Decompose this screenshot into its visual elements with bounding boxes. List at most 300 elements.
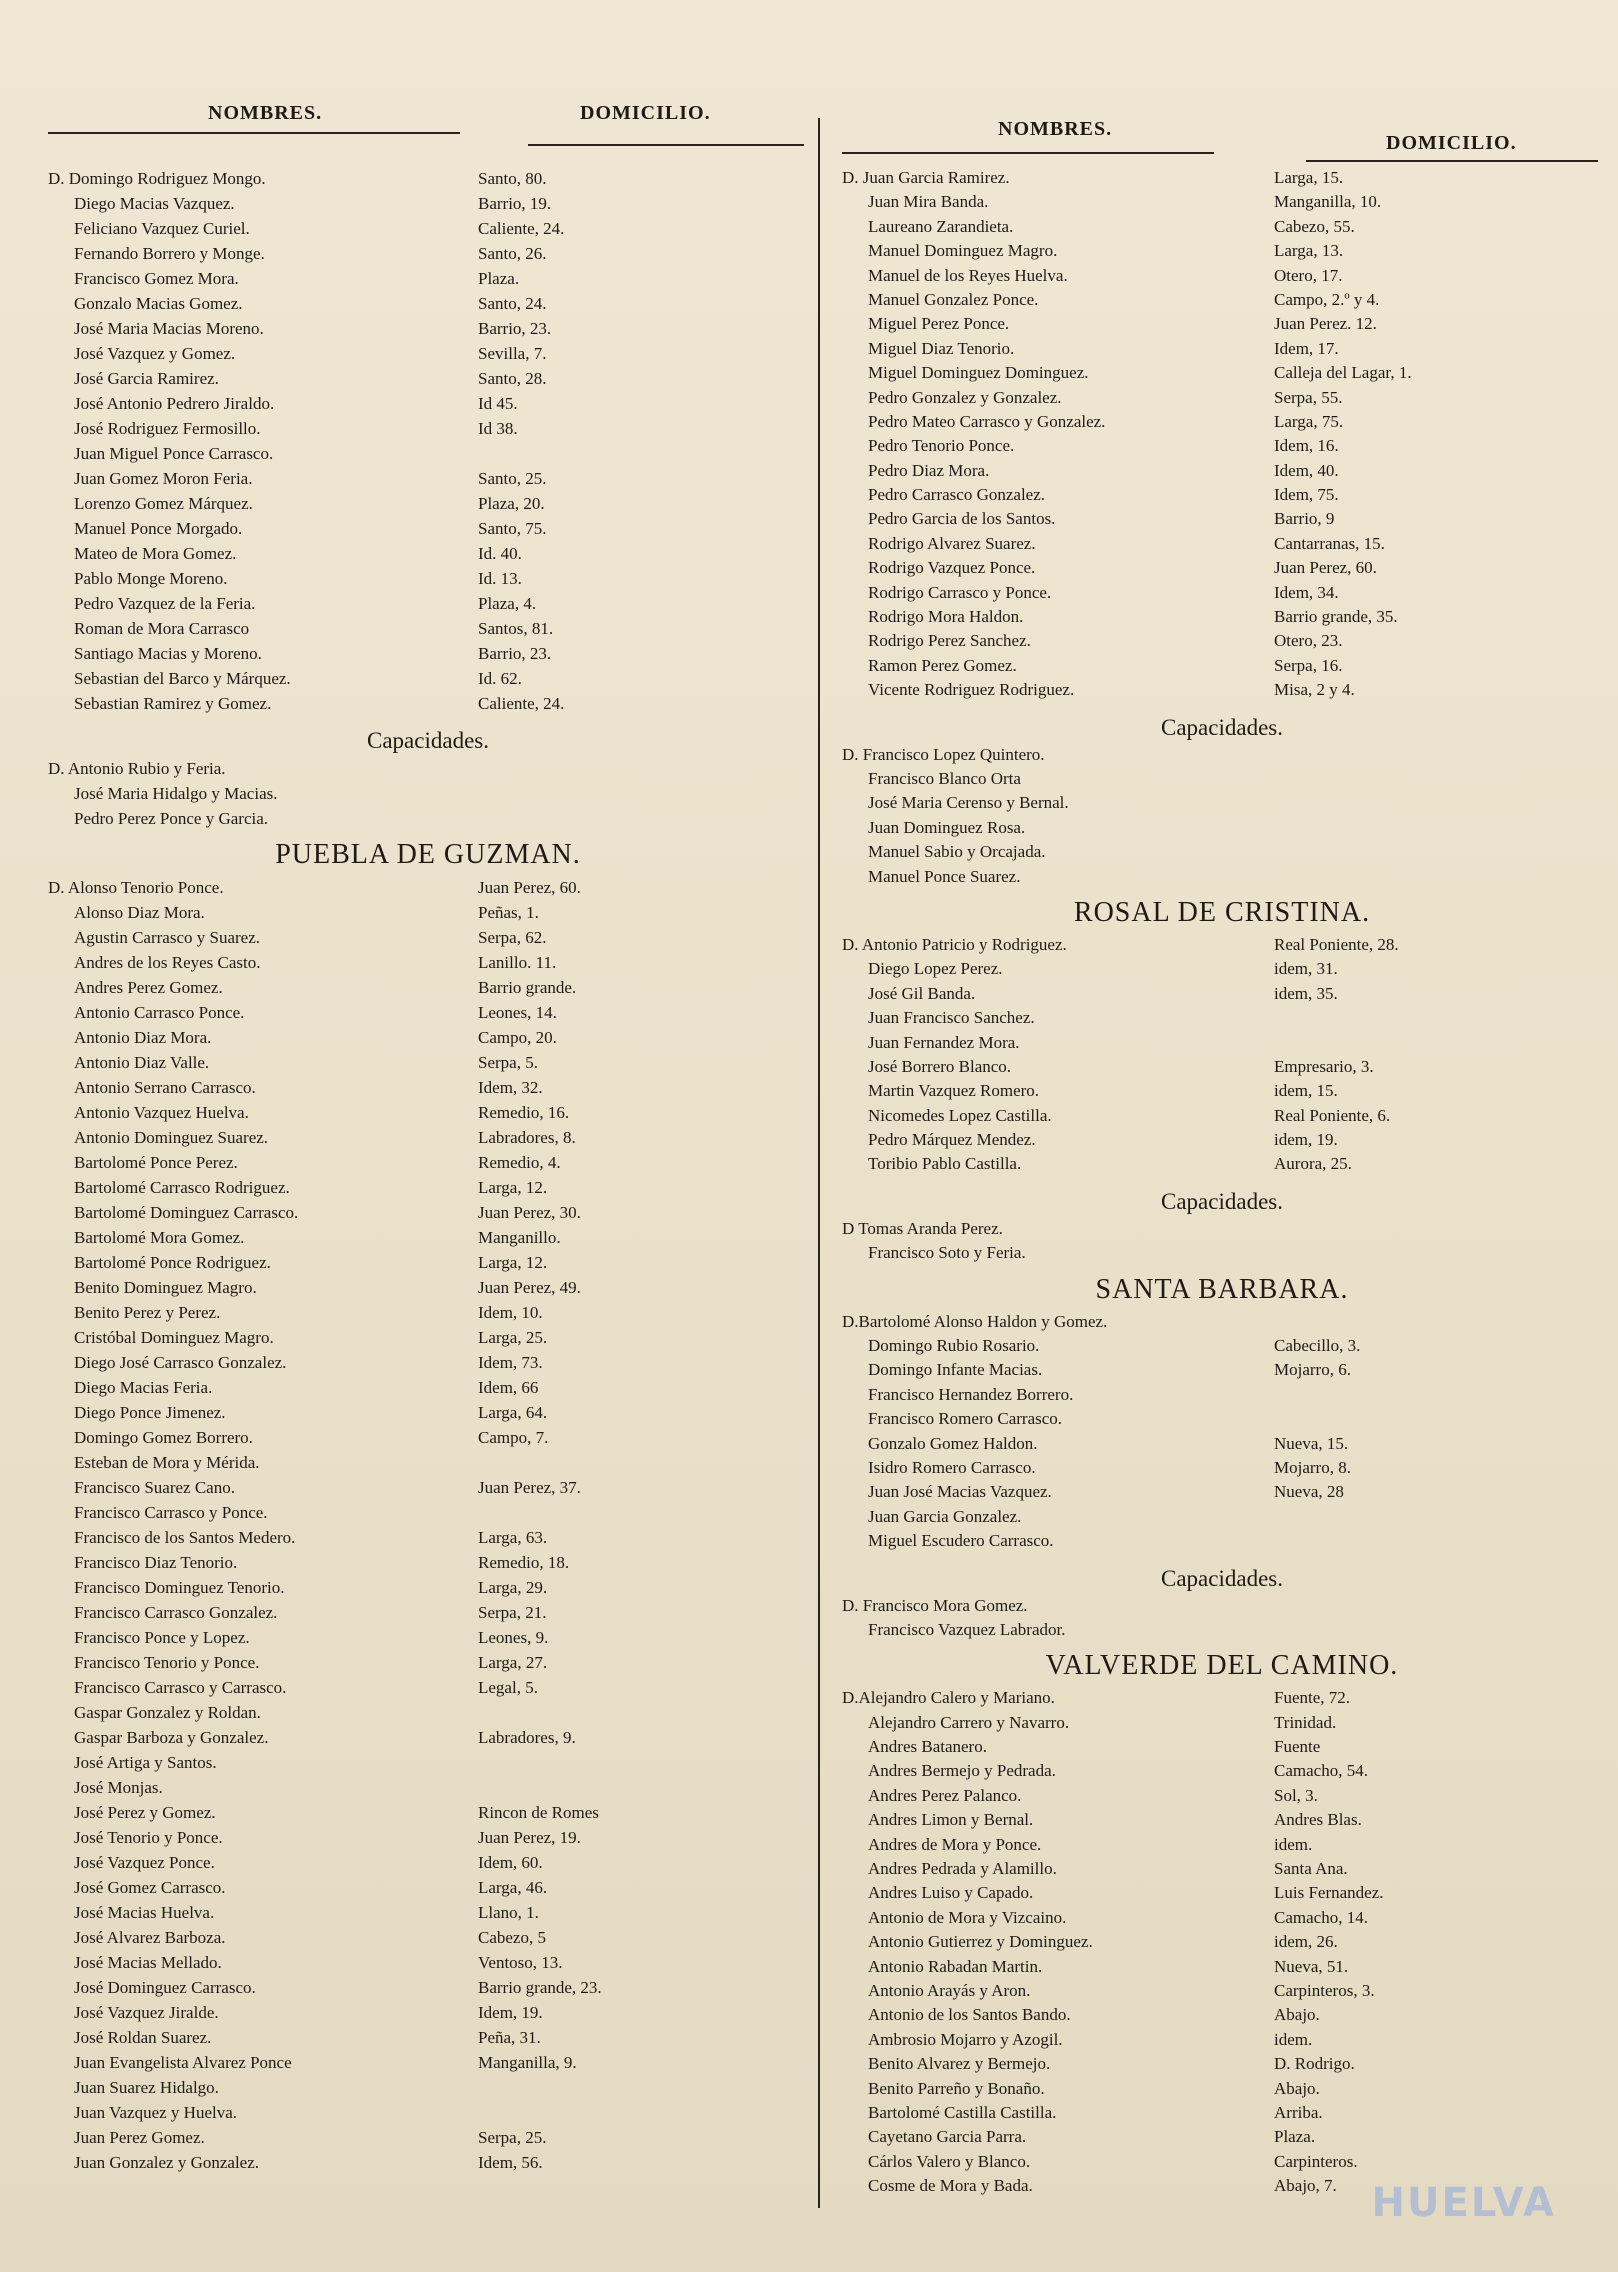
- archive-stamp: HUELVA: [1371, 2180, 1556, 2226]
- register-entry: [48, 1950, 808, 1975]
- entry-name: Manuel de los Reyes Huelva.: [868, 265, 1068, 285]
- entry-domicilio: Mojarro, 8.: [1274, 1457, 1351, 1477]
- entry-name: D.Bartolomé Alonso Haldon y Gomez.: [842, 1311, 1108, 1331]
- entry-name: Juan José Macias Vazquez.: [868, 1482, 1052, 1502]
- entry-domicilio: Barrio grande, 35.: [1274, 607, 1398, 627]
- entry-domicilio: Real Poniente, 6.: [1274, 1105, 1391, 1125]
- register-entry: [48, 1900, 808, 1925]
- entry-domicilio: Juan Perez, 60.: [478, 878, 581, 897]
- entry-name: Bartolomé Castilla Castilla.: [868, 2102, 1057, 2122]
- entry-domicilio: Plaza, 4.: [478, 594, 537, 613]
- entry-name: Francisco de los Santos Medero.: [74, 1528, 296, 1547]
- entry-name: Juan Perez Gomez.: [74, 2128, 205, 2147]
- entry-name: Domingo Rubio Rosario.: [868, 1336, 1040, 1356]
- entry-name: José Borrero Blanco.: [868, 1056, 1012, 1076]
- entry-domicilio: Larga, 13.: [1274, 241, 1344, 261]
- entry-name: Benito Dominguez Magro.: [74, 1278, 257, 1297]
- entry-domicilio: Serpa, 25.: [478, 2128, 547, 2147]
- entry-name: Diego José Carrasco Gonzalez.: [74, 1353, 287, 1372]
- entry-domicilio: Idem, 56.: [478, 2153, 543, 2172]
- register-entry: [842, 1618, 1602, 1642]
- register-entry: [48, 1925, 808, 1950]
- entry-name: Andres Perez Palanco.: [868, 1785, 1022, 1805]
- register-entry: [842, 264, 1602, 288]
- entry-name: José Monjas.: [74, 1778, 163, 1797]
- entry-domicilio: Santo, 75.: [478, 519, 547, 538]
- register-entry: [48, 691, 808, 716]
- register-entry: [842, 1784, 1602, 1808]
- entry-domicilio: Labradores, 9.: [478, 1728, 576, 1747]
- entry-domicilio: Arriba.: [1274, 2102, 1323, 2122]
- register-entry: [48, 2050, 808, 2075]
- register-entry: [48, 1450, 808, 1475]
- entry-name: Antonio Diaz Valle.: [74, 1053, 210, 1072]
- entry-name: Benito Perez y Perez.: [74, 1303, 221, 1322]
- register-entry: [48, 1300, 808, 1325]
- register-entry: [842, 483, 1602, 507]
- entry-name: Francisco Vazquez Labrador.: [868, 1619, 1066, 1639]
- entry-domicilio: Manganilla, 10.: [1274, 192, 1382, 212]
- entry-domicilio: Larga, 29.: [478, 1578, 548, 1597]
- entry-name: Andres Bermejo y Pedrada.: [868, 1761, 1056, 1781]
- register-entry: [48, 900, 808, 925]
- entry-name: José Macias Mellado.: [74, 1953, 222, 1972]
- register-entry: [842, 654, 1602, 678]
- entry-domicilio: idem, 15.: [1274, 1081, 1338, 1101]
- register-entry: [842, 791, 1602, 815]
- names-header: NOMBRES.: [208, 102, 323, 124]
- register-entry: [842, 1759, 1602, 1783]
- entry-name: Alonso Diaz Mora.: [74, 903, 205, 922]
- entry-domicilio: Carpinteros.: [1274, 2151, 1358, 2171]
- entry-domicilio: Misa, 2 y 4.: [1274, 680, 1355, 700]
- entry-domicilio: Idem, 60.: [478, 1853, 543, 1872]
- entry-domicilio: Carpinteros, 3.: [1274, 1981, 1375, 2000]
- entry-name: Nicomedes Lopez Castilla.: [868, 1105, 1052, 1125]
- register-entry: [48, 1850, 808, 1875]
- entry-domicilio: Leones, 9.: [478, 1628, 549, 1647]
- register-entry: [48, 1275, 808, 1300]
- entry-name: José Maria Macias Moreno.: [74, 319, 264, 338]
- entry-domicilio: Barrio, 23.: [478, 644, 552, 663]
- entry-name: Benito Parreño y Bonaño.: [868, 2078, 1045, 2098]
- register-entry: [48, 1150, 808, 1175]
- entry-domicilio: Peñas, 1.: [478, 903, 539, 922]
- entry-name: Vicente Rodriguez Rodriguez.: [868, 680, 1075, 700]
- register-entry: [842, 2077, 1602, 2101]
- register-entry: [842, 361, 1602, 385]
- register-entry: [48, 1675, 808, 1700]
- register-entry: [48, 1650, 808, 1675]
- register-entry: [842, 1833, 1602, 1857]
- entry-name: Juan Dominguez Rosa.: [868, 817, 1026, 837]
- entry-domicilio: Barrio, 9: [1274, 509, 1335, 529]
- register-entry: [842, 1480, 1602, 1504]
- entry-domicilio: Id 45.: [478, 394, 518, 413]
- entry-domicilio: Juan Perez, 19.: [478, 1828, 581, 1847]
- entry-domicilio: Rincon de Romes: [478, 1803, 599, 1822]
- entry-name: Pablo Monge Moreno.: [74, 569, 228, 588]
- entry-domicilio: Manganillo.: [478, 1228, 561, 1247]
- entry-name: D. Alonso Tenorio Ponce.: [48, 878, 224, 897]
- entry-name: Cárlos Valero y Blanco.: [868, 2151, 1031, 2171]
- entry-domicilio: Santo, 28.: [478, 369, 547, 388]
- entry-name: Miguel Escudero Carrasco.: [868, 1531, 1054, 1551]
- domicilio-header: DOMICILIO.: [580, 102, 711, 124]
- entry-name: Francisco Diaz Tenorio.: [74, 1553, 238, 1572]
- entry-name: Francisco Hernandez Borrero.: [868, 1384, 1074, 1404]
- register-entry: [842, 1930, 1602, 1954]
- register-entry: [48, 1975, 808, 2000]
- register-entry: [842, 410, 1602, 434]
- entry-name: Antonio Carrasco Ponce.: [74, 1003, 245, 1022]
- register-entry: [842, 2052, 1602, 2076]
- entry-domicilio: Serpa, 62.: [478, 928, 547, 947]
- entry-domicilio: Otero, 23.: [1274, 631, 1343, 651]
- entry-name: Roman de Mora Carrasco: [74, 619, 250, 638]
- capacidades-heading: Capacidades.: [1161, 714, 1283, 740]
- register-entry: [48, 2125, 808, 2150]
- entry-name: Santiago Macias y Moreno.: [74, 644, 262, 663]
- register-entry: [842, 215, 1602, 239]
- entry-name: Antonio Serrano Carrasco.: [74, 1078, 256, 1097]
- entry-domicilio: Caliente, 24.: [478, 694, 565, 713]
- register-entry: [48, 975, 808, 1000]
- entry-domicilio: Aurora, 25.: [1274, 1154, 1352, 1174]
- entry-domicilio: idem, 19.: [1274, 1130, 1338, 1150]
- entry-name: Gonzalo Gomez Haldon.: [868, 1433, 1038, 1453]
- register-entry: [842, 190, 1602, 214]
- entry-domicilio: Idem, 66: [478, 1378, 539, 1397]
- entry-name: José Vazquez Jiralde.: [74, 2003, 219, 2022]
- entry-domicilio: Idem, 75.: [1274, 485, 1339, 505]
- register-entry: [48, 756, 808, 781]
- register-entry: [48, 1400, 808, 1425]
- entry-name: Domingo Infante Macias.: [868, 1360, 1043, 1380]
- register-entry: [48, 1100, 808, 1125]
- entry-name: Antonio de los Santos Bando.: [868, 2005, 1071, 2025]
- entry-domicilio: idem, 26.: [1274, 1932, 1338, 1952]
- entry-domicilio: Juan Perez, 49.: [478, 1278, 581, 1297]
- capacidades-heading: Capacidades.: [1161, 1188, 1283, 1214]
- entry-name: Pedro Márquez Mendez.: [868, 1130, 1036, 1150]
- entry-name: Antonio Vazquez Huelva.: [74, 1103, 249, 1122]
- register-entry: [842, 2101, 1602, 2125]
- register-entry: [48, 1025, 808, 1050]
- section-title: VALVERDE DEL CAMINO.: [1045, 1650, 1399, 1682]
- entry-name: Rodrigo Carrasco y Ponce.: [868, 582, 1052, 602]
- entry-domicilio: Idem, 19.: [478, 2003, 543, 2022]
- register-entry: [842, 957, 1602, 981]
- register-entry: [48, 591, 808, 616]
- entry-name: Feliciano Vazquez Curiel.: [74, 219, 250, 238]
- register-entry: [48, 1375, 808, 1400]
- entry-name: Bartolomé Ponce Rodriguez.: [74, 1253, 271, 1272]
- register-entry: [48, 441, 808, 466]
- entry-domicilio: Mojarro, 6.: [1274, 1360, 1351, 1380]
- entry-domicilio: Cabezo, 5: [478, 1928, 546, 1947]
- entry-name: Fernando Borrero y Monge.: [74, 244, 265, 263]
- entry-name: Diego Macias Vazquez.: [74, 194, 235, 213]
- entry-name: Benito Alvarez y Bermejo.: [868, 2054, 1051, 2074]
- entry-name: Rodrigo Alvarez Suarez.: [868, 533, 1036, 553]
- register-entry: [842, 1055, 1602, 1079]
- entry-domicilio: Santo, 80.: [478, 169, 547, 188]
- register-entry: [842, 288, 1602, 312]
- register-entry: [48, 2150, 808, 2175]
- register-entry: [842, 166, 1602, 190]
- entry-domicilio: Juan Perez, 60.: [1274, 558, 1377, 578]
- entry-name: Antonio Gutierrez y Dominguez.: [868, 1932, 1093, 1952]
- entry-name: D. Antonio Patricio y Rodriguez.: [842, 934, 1067, 954]
- entry-domicilio: Larga, 63.: [478, 1528, 548, 1547]
- entry-name: Rodrigo Perez Sanchez.: [868, 631, 1031, 651]
- domicilio-header-rule: [528, 144, 804, 146]
- entry-domicilio: Peña, 31.: [478, 2028, 541, 2047]
- register-entry: [842, 1407, 1602, 1431]
- entry-domicilio: Cabecillo, 3.: [1274, 1336, 1361, 1356]
- register-entry: [842, 865, 1602, 889]
- entry-domicilio: Juan Perez. 12.: [1274, 314, 1377, 334]
- entry-domicilio: Larga, 75.: [1274, 411, 1344, 431]
- entry-domicilio: Nueva, 51.: [1274, 1956, 1349, 1976]
- register-entry: [48, 341, 808, 366]
- entry-domicilio: Serpa, 16.: [1274, 655, 1343, 675]
- entry-domicilio: Abajo.: [1274, 2078, 1320, 2098]
- register-entry: [842, 1808, 1602, 1832]
- entry-domicilio: Serpa, 21.: [478, 1603, 547, 1622]
- names-header: NOMBRES.: [998, 118, 1113, 140]
- register-entry: [842, 1334, 1602, 1358]
- register-entry: [48, 1600, 808, 1625]
- register-entry: [48, 291, 808, 316]
- register-entry: [48, 1225, 808, 1250]
- register-entry: [842, 1104, 1602, 1128]
- entry-domicilio: Idem, 10.: [478, 1303, 543, 1322]
- entry-name: José Maria Hidalgo y Macias.: [74, 784, 278, 803]
- register-entry: [48, 1125, 808, 1150]
- register-entry: [842, 1529, 1602, 1553]
- register-entry: [842, 1881, 1602, 1905]
- register-entry: [842, 1152, 1602, 1176]
- register-entry: [842, 2125, 1602, 2149]
- entry-domicilio: Id. 40.: [478, 544, 522, 563]
- register-entry: [48, 491, 808, 516]
- entry-name: Francisco Tenorio y Ponce.: [74, 1653, 260, 1672]
- entry-name: Andres Limon y Bernal.: [868, 1810, 1034, 1830]
- entry-name: Alejandro Carrero y Navarro.: [868, 1712, 1070, 1732]
- entry-name: José Artiga y Santos.: [74, 1753, 217, 1772]
- entry-domicilio: Larga, 46.: [478, 1878, 548, 1897]
- entry-name: Toribio Pablo Castilla.: [868, 1154, 1022, 1174]
- entry-domicilio: Plaza.: [478, 269, 520, 288]
- entry-domicilio: Santos, 81.: [478, 619, 554, 638]
- entry-name: Juan Evangelista Alvarez Ponce: [74, 2053, 292, 2072]
- entry-name: Andres Perez Gomez.: [74, 978, 223, 997]
- entry-name: Gaspar Barboza y Gonzalez.: [74, 1728, 269, 1747]
- register-entry: [842, 982, 1602, 1006]
- domicilio-header: DOMICILIO.: [1386, 132, 1517, 154]
- entry-domicilio: Idem, 73.: [478, 1353, 543, 1372]
- entry-domicilio: Otero, 17.: [1274, 265, 1343, 285]
- column-divider: [818, 118, 820, 2208]
- entry-name: Miguel Perez Ponce.: [868, 314, 1010, 334]
- register-entry: [48, 416, 808, 441]
- entry-domicilio: Llano, 1.: [478, 1903, 539, 1922]
- entry-name: Antonio Rabadan Martin.: [868, 1956, 1043, 1976]
- register-entry: [842, 743, 1602, 767]
- entry-name: Esteban de Mora y Mérida.: [74, 1453, 260, 1472]
- entry-domicilio: Sevilla, 7.: [478, 344, 547, 363]
- entry-domicilio: Barrio grande.: [478, 978, 577, 997]
- register-entry: [48, 216, 808, 241]
- entry-name: Laureano Zarandieta.: [868, 216, 1014, 236]
- entry-domicilio: Id. 13.: [478, 569, 522, 588]
- entry-name: D. Francisco Mora Gomez.: [842, 1595, 1028, 1615]
- entry-name: Miguel Diaz Tenorio.: [868, 338, 1015, 358]
- entry-domicilio: Plaza, 20.: [478, 494, 545, 513]
- entry-domicilio: Larga, 12.: [478, 1178, 548, 1197]
- capacidades-heading: Capacidades.: [1161, 1565, 1283, 1591]
- register-entry: [48, 2025, 808, 2050]
- entry-name: D. Domingo Rodriguez Mongo.: [48, 169, 266, 188]
- entry-domicilio: Sol, 3.: [1274, 1785, 1318, 1805]
- register-entry: [48, 1625, 808, 1650]
- entry-name: Bartolomé Carrasco Rodriguez.: [74, 1178, 290, 1197]
- entry-name: Juan Vazquez y Huelva.: [74, 2103, 238, 2122]
- entry-domicilio: Empresario, 3.: [1274, 1056, 1374, 1076]
- entry-domicilio: Cabezo, 55.: [1274, 216, 1355, 236]
- entry-name: José Macias Huelva.: [74, 1903, 215, 1922]
- entry-domicilio: Ventoso, 13.: [478, 1953, 563, 1972]
- register-entry: [842, 1079, 1602, 1103]
- entry-domicilio: Barrio grande, 23.: [478, 1978, 602, 1997]
- entry-name: Pedro Gonzalez y Gonzalez.: [868, 387, 1062, 407]
- register-entry: [48, 1800, 808, 1825]
- register-entry: [48, 316, 808, 341]
- entry-domicilio: Camacho, 14.: [1274, 1907, 1368, 1927]
- entry-name: Sebastian del Barco y Márquez.: [74, 669, 291, 688]
- entry-name: Sebastian Ramirez y Gomez.: [74, 694, 272, 713]
- entry-name: Francisco Blanco Orta: [868, 768, 1021, 788]
- entry-domicilio: Nueva, 15.: [1274, 1433, 1349, 1453]
- entry-domicilio: Santo, 25.: [478, 469, 547, 488]
- entry-name: Rodrigo Vazquez Ponce.: [868, 558, 1036, 578]
- entry-name: Francisco Romero Carrasco.: [868, 1409, 1063, 1429]
- entry-domicilio: Remedio, 16.: [478, 1103, 570, 1122]
- entry-name: Juan Gomez Moron Feria.: [74, 469, 253, 488]
- entry-name: José Alvarez Barboza.: [74, 1928, 226, 1947]
- entry-name: José Garcia Ramirez.: [74, 369, 219, 388]
- entry-name: D Tomas Aranda Perez.: [842, 1218, 1003, 1238]
- entry-name: Andres Luiso y Capado.: [868, 1883, 1034, 1903]
- entry-name: Andres de los Reyes Casto.: [74, 953, 261, 972]
- entry-name: Pedro Perez Ponce y Garcia.: [74, 809, 269, 828]
- entry-name: José Perez y Gomez.: [74, 1803, 216, 1822]
- register-entry: [48, 1325, 808, 1350]
- entry-domicilio: Manganilla, 9.: [478, 2053, 577, 2072]
- register-entry: [842, 1217, 1602, 1241]
- register-entry: [48, 1525, 808, 1550]
- register-entry: [842, 532, 1602, 556]
- register-entry: [842, 434, 1602, 458]
- entry-domicilio: idem.: [1274, 2029, 1313, 2049]
- register-entry: [48, 806, 808, 831]
- entry-name: José Tenorio y Ponce.: [74, 1828, 223, 1847]
- register-entry: [842, 605, 1602, 629]
- entry-name: Pedro Tenorio Ponce.: [868, 436, 1015, 456]
- entry-domicilio: Santo, 24.: [478, 294, 547, 313]
- register-entry: [842, 581, 1602, 605]
- section-title: ROSAL DE CRISTINA.: [1073, 896, 1371, 928]
- entry-name: Pedro Mateo Carrasco y Gonzalez.: [868, 411, 1106, 431]
- register-entry: [48, 1200, 808, 1225]
- entry-name: Andres Pedrada y Alamillo.: [868, 1859, 1057, 1879]
- entry-name: Francisco Gomez Mora.: [74, 269, 239, 288]
- entry-name: Antonio Arayás y Aron.: [868, 1981, 1031, 2000]
- register-entry: [48, 241, 808, 266]
- entry-domicilio: Remedio, 18.: [478, 1553, 570, 1572]
- register-entry: [48, 191, 808, 216]
- register-entry: [842, 1735, 1602, 1759]
- register-entry: [48, 466, 808, 491]
- entry-name: D. Francisco Lopez Quintero.: [842, 744, 1045, 764]
- register-entry: [842, 1358, 1602, 1382]
- entry-name: Manuel Sabio y Orcajada.: [868, 842, 1046, 862]
- register-entry: [842, 1594, 1602, 1618]
- left-column-body: [48, 166, 808, 2175]
- entry-name: José Dominguez Carrasco.: [74, 1978, 256, 1997]
- entry-name: Juan Miguel Ponce Carrasco.: [74, 444, 274, 463]
- entry-domicilio: Real Poniente, 28.: [1274, 934, 1399, 954]
- entry-name: D. Antonio Rubio y Feria.: [48, 759, 226, 778]
- register-entry: [48, 2075, 808, 2100]
- entry-name: Juan Garcia Gonzalez.: [868, 1506, 1022, 1526]
- register-entry: [48, 1250, 808, 1275]
- entry-domicilio: Larga, 12.: [478, 1253, 548, 1272]
- register-entry: [48, 641, 808, 666]
- register-entry: [842, 1711, 1602, 1735]
- section-title: SANTA BARBARA.: [1095, 1273, 1349, 1305]
- entry-name: Francisco Carrasco y Ponce.: [74, 1503, 268, 1522]
- names-header-rule: [48, 132, 460, 134]
- entry-name: Cristóbal Dominguez Magro.: [74, 1328, 274, 1347]
- entry-domicilio: Juan Perez, 37.: [478, 1478, 581, 1497]
- entry-name: Ramon Perez Gomez.: [868, 655, 1017, 675]
- entry-name: Manuel Gonzalez Ponce.: [868, 289, 1039, 309]
- entry-name: Francisco Ponce y Lopez.: [74, 1628, 250, 1647]
- register-entry: [48, 541, 808, 566]
- entry-name: D. Juan Garcia Ramirez.: [842, 168, 1010, 187]
- entry-domicilio: idem.: [1274, 1834, 1313, 1854]
- register-entry: [842, 507, 1602, 531]
- register-entry: [48, 781, 808, 806]
- entry-name: Domingo Gomez Borrero.: [74, 1428, 253, 1447]
- register-entry: [48, 391, 808, 416]
- entry-name: Diego Ponce Jimenez.: [74, 1403, 226, 1422]
- register-entry: [48, 1000, 808, 1025]
- entry-domicilio: Santa Ana.: [1274, 1859, 1348, 1879]
- entry-name: Francisco Dominguez Tenorio.: [74, 1578, 285, 1597]
- entry-domicilio: Serpa, 5.: [478, 1053, 538, 1072]
- entry-name: Diego Macias Feria.: [74, 1378, 213, 1397]
- register-entry: [842, 1006, 1602, 1030]
- entry-domicilio: Abajo.: [1274, 2005, 1320, 2025]
- entry-domicilio: Caliente, 24.: [478, 219, 565, 238]
- entry-name: José Antonio Pedrero Jiraldo.: [74, 394, 275, 413]
- entry-name: José Maria Cerenso y Bernal.: [868, 793, 1069, 813]
- entry-name: Manuel Dominguez Magro.: [868, 241, 1058, 261]
